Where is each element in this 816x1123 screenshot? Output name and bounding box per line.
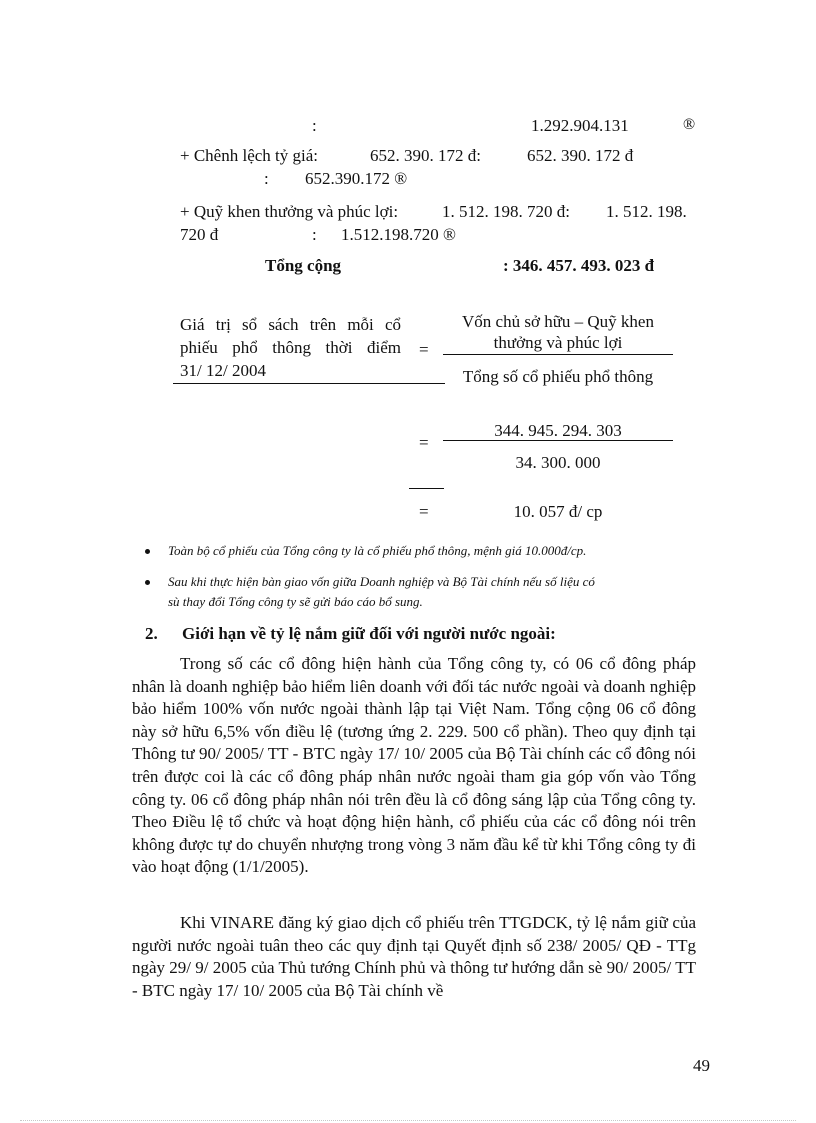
formula-left-line-3: 31/ 12/ 2004: [180, 361, 266, 380]
paragraph-1: [132, 653, 696, 879]
formula-numerator-1: Vốn chủ sở hữu – Quỹ khen: [462, 312, 654, 331]
formula-numerator-2: thưởng và phúc lợi: [493, 333, 623, 352]
registered-symbol: ®: [683, 116, 696, 133]
reward-fund-continued: 720 đ: [180, 225, 219, 244]
formula-left-underline: [173, 383, 445, 384]
book-value-result: 10. 057 đ/ cp: [513, 502, 603, 521]
note-1: Toàn bộ cổ phiếu của Tổng công ty là cổ phiếu phổ thông, mệnh giá 10.000đ/cp.: [168, 543, 587, 558]
bullet-icon: [145, 549, 150, 554]
reward-fund-value-1: 1. 512. 198. 720 đ:: [442, 202, 570, 221]
paragraph-2: [132, 912, 696, 1002]
section-number: 2.: [145, 624, 158, 643]
short-divider: [409, 488, 444, 489]
paragraph-1-text: Trong số các cổ đông hiện hành của Tổng công ty, có 06 cổ đông pháp nhân là doanh nghiệp bảo hiểm liên doanh với đối tác nước ngoài và doanh nghiệp bảo hiểm 100% vốn nước ngoài thành lập tại Việt Nam. Tổng cộng 06 cổ đông này sở hữu 6,5% vốn điều lệ (tương ứng 2. 229. 500 cổ phần). Theo quy định tại Thông tư 90/ 2005/ TT - BTC ngày 17/ 10/ 2005 của Bộ Tài chính các cổ đông nói trên được coi là các cổ đông pháp nhân nước ngoài tham gia góp vốn vào Tổng công ty. 06 cổ đông pháp nhân nói trên đều là cổ đông sáng lập của Tổng công ty. Theo Điều lệ tổ chức và hoạt động hiện hành, cổ phiếu của các cổ đông nói trên không được tự do chuyển nhượng trong vòng 3 năm đầu kể từ khi Tổng công ty đi vào hoạt động (1/1/2005).: [132, 654, 696, 877]
section-title: Giới hạn về tỷ lệ nắm giữ đối với người nước ngoài:: [182, 624, 556, 643]
line1-colon: :: [312, 116, 317, 135]
line1-value: 1.292.904.131: [531, 116, 629, 135]
formula-denominator: Tổng số cổ phiếu phổ thông: [462, 367, 654, 386]
page-number: 49: [693, 1056, 710, 1075]
exchange-rate-colon: :: [264, 169, 269, 188]
paragraph-2-text: Khi VINARE đăng ký giao dịch cổ phiếu trên TTGDCK, tỷ lệ nắm giữ của người nước ngoài tuân theo các quy định tại Quyết định số 238/ 2005/ QĐ - TTg ngày 29/ 9/ 2005 của Thủ tướng Chính phủ và thông tư hướng dẫn sè 90/ 2005/ TT - BTC ngày 17/ 10/ 2005 của Bộ Tài chính về: [132, 913, 696, 1000]
equals-sign-3: =: [419, 502, 429, 521]
exchange-rate-value-2: 652. 390. 172 đ: [527, 146, 634, 165]
exchange-rate-value-3: 652.390.172 ®: [305, 169, 408, 188]
formula-left-line-1: Giá trị sổ sách trên mỗi cổ: [180, 315, 401, 334]
total-value: : 346. 457. 493. 023 đ: [503, 256, 655, 275]
reward-fund-value-2: 1. 512. 198.: [606, 202, 687, 221]
fraction-bar-2: [443, 440, 673, 441]
reward-fund-colon: :: [312, 225, 317, 244]
denominator-value: 34. 300. 000: [515, 453, 601, 472]
equals-sign-2: =: [419, 433, 429, 452]
bullet-icon: [145, 580, 150, 585]
note-2-line-1: Sau khi thực hiện bàn giao vốn giữa Doanh nghiệp và Bộ Tài chính nếu số liệu có: [168, 574, 595, 589]
numerator-value: 344. 945. 294. 303: [494, 421, 622, 440]
total-label: Tổng cộng: [265, 256, 342, 275]
page-bottom-edge: [20, 1120, 796, 1121]
exchange-rate-value-1: 652. 390. 172 đ:: [370, 146, 481, 165]
reward-fund-label: + Quỹ khen thưởng và phúc lợi:: [180, 202, 399, 221]
note-2-line-2: sù thay đổi Tổng công ty sẽ gửi báo cáo bổ sung.: [168, 594, 423, 609]
exchange-rate-label: + Chênh lệch tỷ giá:: [180, 146, 319, 165]
reward-fund-value-3: 1.512.198.720 ®: [341, 225, 456, 244]
formula-left-line-2: phiếu phổ thông thời điểm: [180, 338, 401, 357]
fraction-bar-1: [443, 354, 673, 355]
formula-left-block: [180, 313, 401, 382]
equals-sign-1: =: [419, 340, 429, 359]
